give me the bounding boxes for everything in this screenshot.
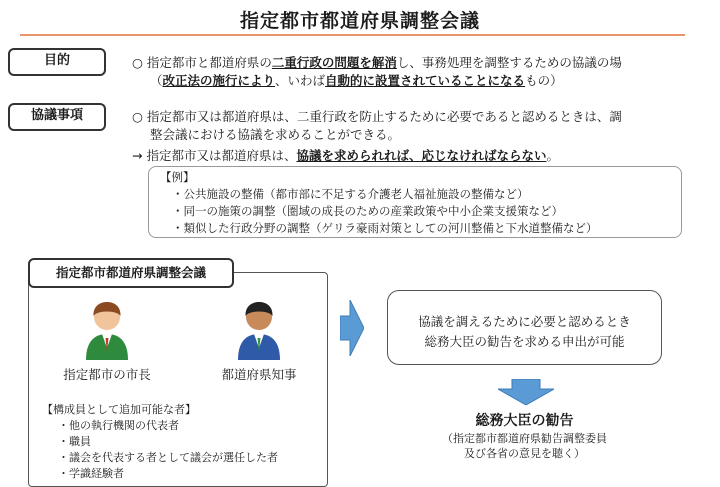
members-heading: 【構成員として追加可能な者】 xyxy=(42,403,196,416)
purpose-line-2: （改正法の施行により、いわば自動的に設置されていることになるもの） xyxy=(150,73,563,88)
agenda-line-1: ○ 指定都市又は都道府県は、二重行政を防止するために必要であると認めるときは、調 xyxy=(132,109,622,124)
council-title: 指定都市都道府県調整会議 xyxy=(28,258,234,288)
request-line-1: 協議を調えるために必要と認めるとき xyxy=(418,314,631,329)
agenda-label: 協議事項 xyxy=(8,103,106,131)
agenda-line-2: 整会議における協議を求めることができる。 xyxy=(150,127,401,142)
right-arrow-icon xyxy=(340,300,364,356)
member-item: ・職員 xyxy=(58,435,91,448)
agenda-line-3: → 指定都市又は都道府県は、協議を求められれば、応じなければならない。 xyxy=(132,148,559,163)
purpose-line-1: ○ 指定都市と都道府県の二重行政の問題を解消し、事務処理を調整するための協議の場 xyxy=(132,55,622,70)
recommendation-sub-1: （指定都市都道府県勧告調整委員 xyxy=(442,432,607,445)
mayor-label: 指定都市の市長 xyxy=(63,367,151,382)
recommendation-title: 総務大臣の勧告 xyxy=(475,413,574,429)
member-item: ・学識経験者 xyxy=(58,467,124,480)
member-item: ・他の執行機関の代表者 xyxy=(58,419,179,432)
example-item: ・公共施設の整備（都市部に不足する介護老人福祉施設の整備など） xyxy=(172,187,529,201)
member-item: ・議会を代表する者として議会が選任した者 xyxy=(58,451,278,464)
title-underline xyxy=(20,34,685,36)
page-title: 指定都市都道府県調整会議 xyxy=(239,10,480,32)
governor-person-icon xyxy=(234,298,284,360)
purpose-label: 目的 xyxy=(8,48,106,76)
request-line-2: 総務大臣の勧告を求める申出が可能 xyxy=(424,334,625,349)
example-item: ・同一の施策の調整（圏域の成長のための産業政策や中小企業支援策など） xyxy=(172,204,563,218)
governor-label: 都道府県知事 xyxy=(221,367,297,382)
mayor-person-icon xyxy=(82,298,132,360)
example-item: ・類似した行政分野の調整（ゲリラ豪雨対策としての河川整備と下水道整備など） xyxy=(172,221,598,235)
examples-heading: 【例】 xyxy=(160,170,195,184)
recommendation-sub-2: 及び各省の意見を聴く） xyxy=(464,447,585,460)
down-arrow-icon xyxy=(498,379,554,405)
